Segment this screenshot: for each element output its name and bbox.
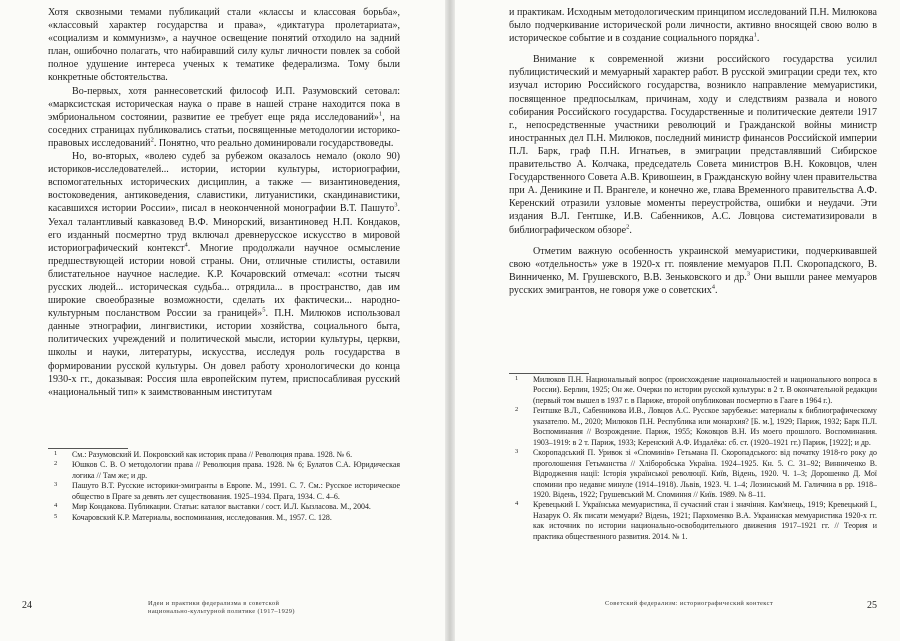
right-footnotes (509, 375, 877, 542)
page-number: 24 (22, 600, 32, 611)
footnote-ref: 3 (746, 270, 751, 278)
right-page-body (509, 6, 877, 297)
right-paragraph-3: Отметим важную особенность украинской мемуаристики, подчеркивавшей свою «отдельность» уже в 1920-х гг. появление мемуаров П.П. Скоропадского, В. Винниченко, М. Грушевского, В.В. Зеньковского и др.$^3$ Они вышли ранее мемуаров русских эмигрантов, не говоря уже о советских$^4$. (509, 245, 877, 296)
footnote: 5 Кочаровский К.Р. Материалы, воспоминания, исследования. М., 1957. С. 128. (54, 512, 332, 522)
left-page (0, 0, 445, 641)
footnote-separator (48, 448, 128, 449)
right-paragraph-2: Внимание к современной жизни российского государства усилил публицистический и мемуарный характер работ. В русской эмиграции среди тех, кто изучал историю Российского государства, возникло направление мемуаристики, посвященное предпосылкам, причинам, ходу и следствиям развала и нового собирания Российского государства. Государственные и политические деятели 1917 г., непосредственные участники революций и Гражданской войны министр иностранных дел П.Н. Милюков, последний министр финансов Российской империи П.Л. Барк, граф П.Н. Игнатьев, в эмиграции представлявший Сибирское правительство А. Колчака, председатель Совета министров В.Н. Коковцов, член Государственного Совета А.В. Кривошеин, в Гражданскую войну член правительства при А. Деникине и П. Врангеле, и конечно же, глава Временного правительства А.Ф. Керенский отразили узловые моменты переустройства, ошибки и неудачи. Эти издания В.Л. Гентшке, И.В. Сабенников, А.С. Ловцова систематизировали в библиографическом обзоре$^2$. (509, 54, 877, 236)
footnote-ref: 4 (711, 283, 716, 291)
footnote: 3 Скоропадський П. Уривок зі «Споминів» Гетьмана П. Скоропадського: від початку 1918-го року до проголошення Гетьманства // Хліборобська Україна. 1924–1925. Кн. 5. С. 31–92; Винниченко В. Відродження нації: Історія української революції. Київ, Відень, 1920. Ч. 1–3; Дорошенко Д. Мої спомини про недавнє минуле (1914–1918). Львів, 1923. Ч. 1–4; Лозинський М. Галичина в рр. 1918–1920. Відень, 1922; Грушевський М. Споминня // Київ. 1989. № 8–11. (515, 448, 877, 499)
running-head: Идеи и практики федерализма в советской национально-культурной политике (1917–1929) (148, 600, 295, 616)
footnote-ref: 1 (753, 31, 757, 39)
footnote-ref: 2 (626, 223, 630, 231)
footnote: 2 Юшков С. В. О методологии права // Революция права. 1928. № 6; Булатов С.А. Юридическая логика // Там же; и др. (54, 460, 400, 480)
footnote-ref: 1 (378, 110, 383, 118)
book-gutter (445, 0, 455, 641)
footnote: 4 Кревецький І. Українська мемуаристика, її сучасний стан і значіння. Кам'янець, 1919; Кревецький І., Назарук О. Як писати мемуари? Відень, 1921; Пархоменко В.А. Украинская мемуаристика 1920-х гг. как источник по истории национально-освободительного движения 1917–1921 гг. // Теория и практика общественного развития. 2014. № 1. (515, 500, 877, 541)
footnote: 3 Пашуто В.Т. Русские историки-эмигранты в Европе. М., 1991. С. 7. См.: Русское историческое общество в Праге за девять лет существования. 1925–1934. Прага, 1934. С. 4–6. (54, 481, 400, 501)
left-paragraph-3: Но, во-вторых, «волею судеб за рубежом оказалось немало (около 90) историков-исследователей... истории, истории культуры, историографии, вспомогательных исторических дисциплин, а также — византиноведения, востоковедения, антиковедения, славистики, литуанистики, скандинавистики, касавшихся истории России», писал в неоконченной монографии В.Т. Пашуто$^3$. Уехал талантливый кавказовед В.Ф. Минорский, византиновед Н.П. Кондаков, его изданный посмертно труд включал древнерусское искусство в мировой историографический контекст$^4$. Многие продолжали научное осмысление предшествующей истории новой страны. Они, отличные стилисты, оставили блистательное научное наследие. К.Р. Кочаровский отмечал: «сотни тысяч русских людей... историческая судьба... отрядила... в пространство, дав им широкие своеобразные возможности, сделать их фактически... народно-культурным посланством России за границей»$^5$. П.Н. Милюков использовал данные этнографии, лингвистики, истории хозяйства, социального быта, политических учреждений и политической мысли, истории культуры, церкви, школы и науки, литературы, искусства, исследуя роль государства в формировании русской культуры. Он довел работу хронологически до конца 1930-х гг., доказывая: Россия шла европейским путем, приспосабливая русский «национальный тип» к заимствованным институтам (48, 151, 400, 398)
right-paragraph-1: и практикам. Исходным методологическим принципом исследований П.Н. Милюкова было подчеркивание исторической роли личности, активно вносящей свою волю в историческое событие и в создание социального порядка$^1$. (509, 7, 877, 45)
left-footnotes (48, 450, 400, 523)
footnote: 1 См.: Разумовский И. Покровский как историк права // Революция права. 1928. № 6. (54, 450, 353, 459)
footnote-separator (509, 373, 589, 374)
right-page (455, 0, 900, 641)
footnote: 2 Гентшке В.Л., Сабенникова И.В., Ловцов А.С. Русское зарубежье: материалы к библиографическому указателю. М., 2020; Милюков П.Н. Республика или монархия? [Б. м.], 1929; Париж, 1932; Барк П.Л. Воспоминания // Возрождение. Париж, 1955; Коковцов В.Н. Из моего прошлого. Воспоминания. 1903–1919: в 2 т. Париж, 1933; Керенский А.Ф. Издалёка: сб. ст. (1920–1921 гг.) Париж, [1922]; и др. (515, 406, 877, 447)
footnote: 4 Мир Кондакова. Публикации. Статьи: каталог выставки / сост. И.Л. Кызласова. М., 2004. (54, 502, 371, 512)
footnote-ref: 2 (150, 136, 154, 144)
running-head: Советский федерализм: историографический контекст (605, 600, 774, 607)
left-paragraph-1: Хотя сквозными темами публикаций стали «классы и классовая борьба», «классовый характер государства и права», «диктатура пролетариата», «социализм и коммунизм», а научное освещение понятий отходило на задний план, ошибочно полагать, что набиравший силу культ личности повлек за собой полное удушение интереса ученых к тематике федерализма. Тому были конкретные обстоятельства. (48, 7, 400, 84)
page-number: 25 (867, 600, 877, 611)
left-page-body (48, 6, 400, 399)
footnote: 1 Милюков П.Н. Национальный вопрос (происхождение национальностей и национального вопроса в России). Берлин, 1925; Он же. Очерки по истории русской культуры: в 2 т. В окончательной редакции (первый том вышел в 1937 г. в Париже, второй опубликован посмертно в Гааге в 1964 г.). (515, 375, 877, 405)
footnote-ref: 3 (394, 202, 398, 210)
footnote-ref: 5 (262, 306, 266, 314)
left-paragraph-2: Во-первых, хотя раннесоветский философ И.П. Разумовский сетовал: «марксистская историческая наука о праве в нашей стране находится пока в эмбриональном состоянии, развитие ее требует еще ряда исследований»$^1$, на соседних страницах публиковались статьи, посвященные методологии историко-правовых исследований$^2$. Понятно, что реально доминировали государствоведы. (48, 85, 400, 149)
footnote-ref: 4 (184, 241, 188, 249)
